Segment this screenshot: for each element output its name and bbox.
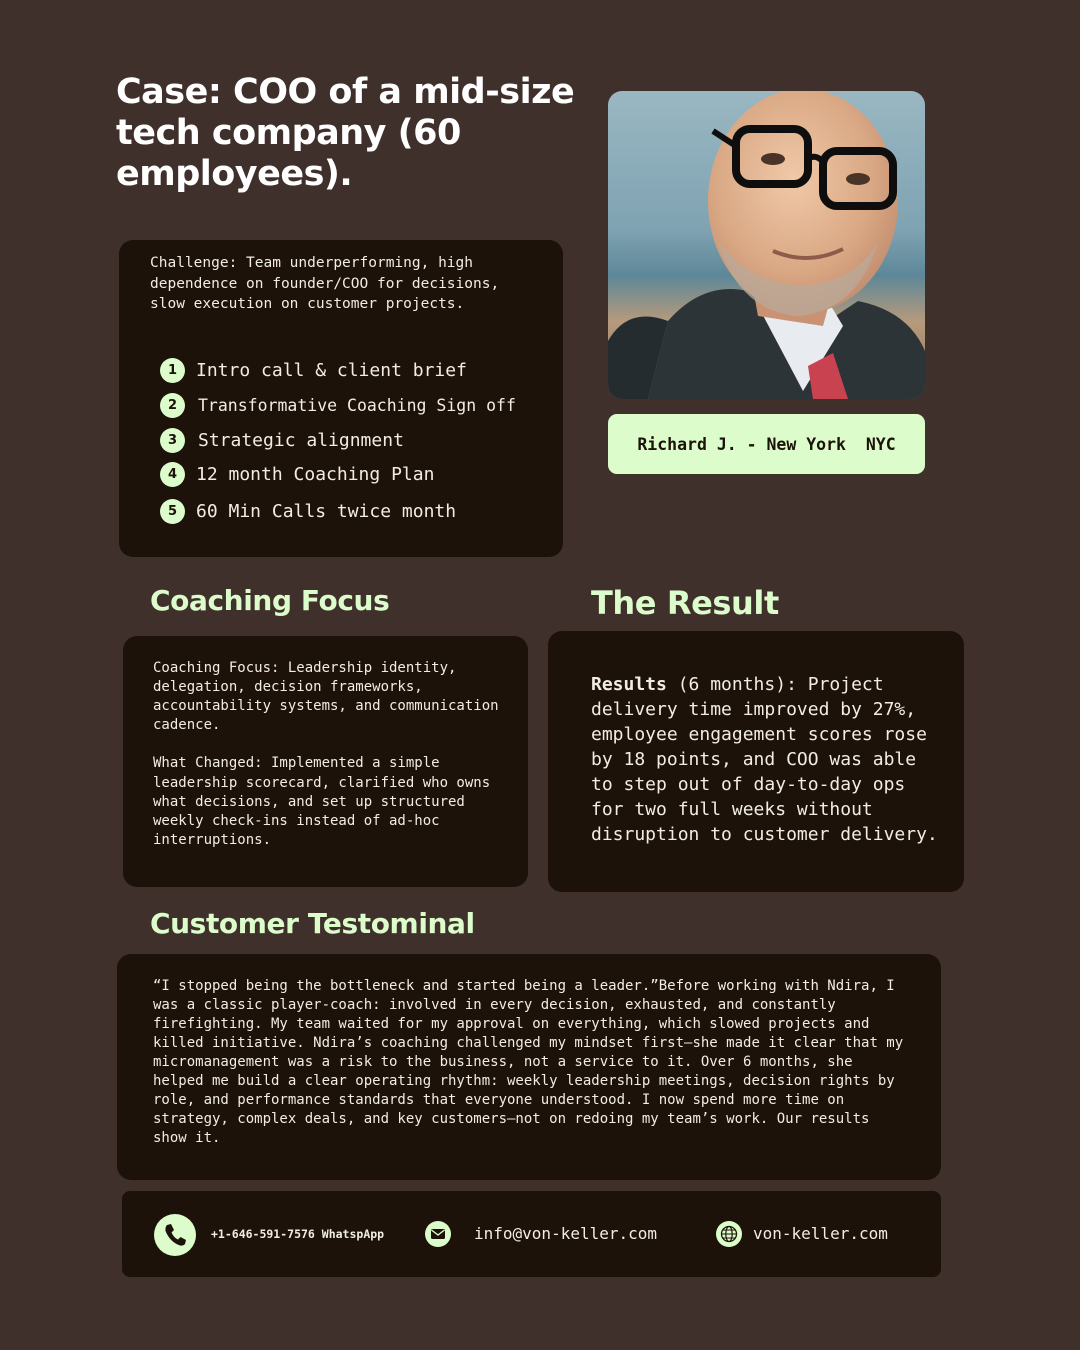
testimonial-text: “I stopped being the bottleneck and started being a leader.”Before working with Ndira, I was a classic player-coach: involved in every decision, exhausted, and constantly firefighting. My team waited for my approval on everything, which slowed projects and killed initiative. Ndira’s coaching challenged my mindset first—she made it clear that my micromanagement was a risk to the business, not a service to it. Over 6 months, she helped me build a clear operating rhythm: weekly leadership meetings, decision rights by role, and performance standards that everyone understood. I now spend more time on strategy, complex deals, and key customers—not on redoing my team’s work. Our results show it. — [153, 978, 904, 1146]
coaching-focus-heading: Coaching Focus — [150, 584, 390, 617]
step-label: Transformative Coaching Sign off — [198, 396, 516, 415]
step-number: 5 — [160, 499, 185, 524]
result-body: (6 months): Project delivery time improved by 27%, employee engagement scores rose by 18 points, and COO was able to step out of day-to-day ops for two full weeks without disruption to customer delivery. — [591, 674, 938, 845]
phone-link[interactable]: +1-646-591-7576 WhatspApp — [211, 1227, 385, 1241]
testimonial-heading: Customer Testominal — [150, 907, 475, 940]
step-item — [160, 462, 434, 487]
step-number: 2 — [160, 393, 185, 418]
step-label: Strategic alignment — [198, 430, 404, 451]
result-text — [591, 672, 938, 847]
client-photo — [608, 91, 925, 399]
page-title: Case: COO of a mid-size tech company (60 employees). — [116, 72, 575, 194]
step-label: Intro call & client brief — [196, 360, 467, 381]
step-item — [160, 428, 404, 453]
website-link[interactable]: von-keller.com — [753, 1224, 888, 1243]
step-number: 4 — [160, 462, 185, 487]
step-label: 12 month Coaching Plan — [196, 464, 435, 485]
step-item — [160, 358, 467, 383]
step-item — [160, 393, 516, 418]
result-heading: The Result — [591, 584, 779, 622]
step-item — [160, 499, 456, 524]
challenge-text: Challenge: Team underperforming, high dependence on founder/COO for decisions, slow execution on customer projects. — [150, 255, 500, 312]
globe-icon — [716, 1221, 742, 1251]
step-label: 60 Min Calls twice month — [196, 501, 457, 522]
result-bold-lead: Results — [591, 674, 667, 695]
step-number: 3 — [160, 428, 185, 453]
step-number: 1 — [160, 358, 185, 383]
phone-icon — [154, 1214, 196, 1260]
email-link[interactable]: info@von-keller.com — [474, 1224, 658, 1243]
envelope-icon — [425, 1221, 451, 1251]
coaching-focus-text: Coaching Focus: Leadership identity, delegation, decision frameworks, accountability systems, and communication cadence. What Changed: Implemented a simple leadership scorecard, clarified who owns what decisions, and set up structured weekly check-ins instead of ad-hoc interruptions. — [153, 660, 499, 848]
client-name-tag: Richard J. - New York NYC — [608, 414, 925, 474]
